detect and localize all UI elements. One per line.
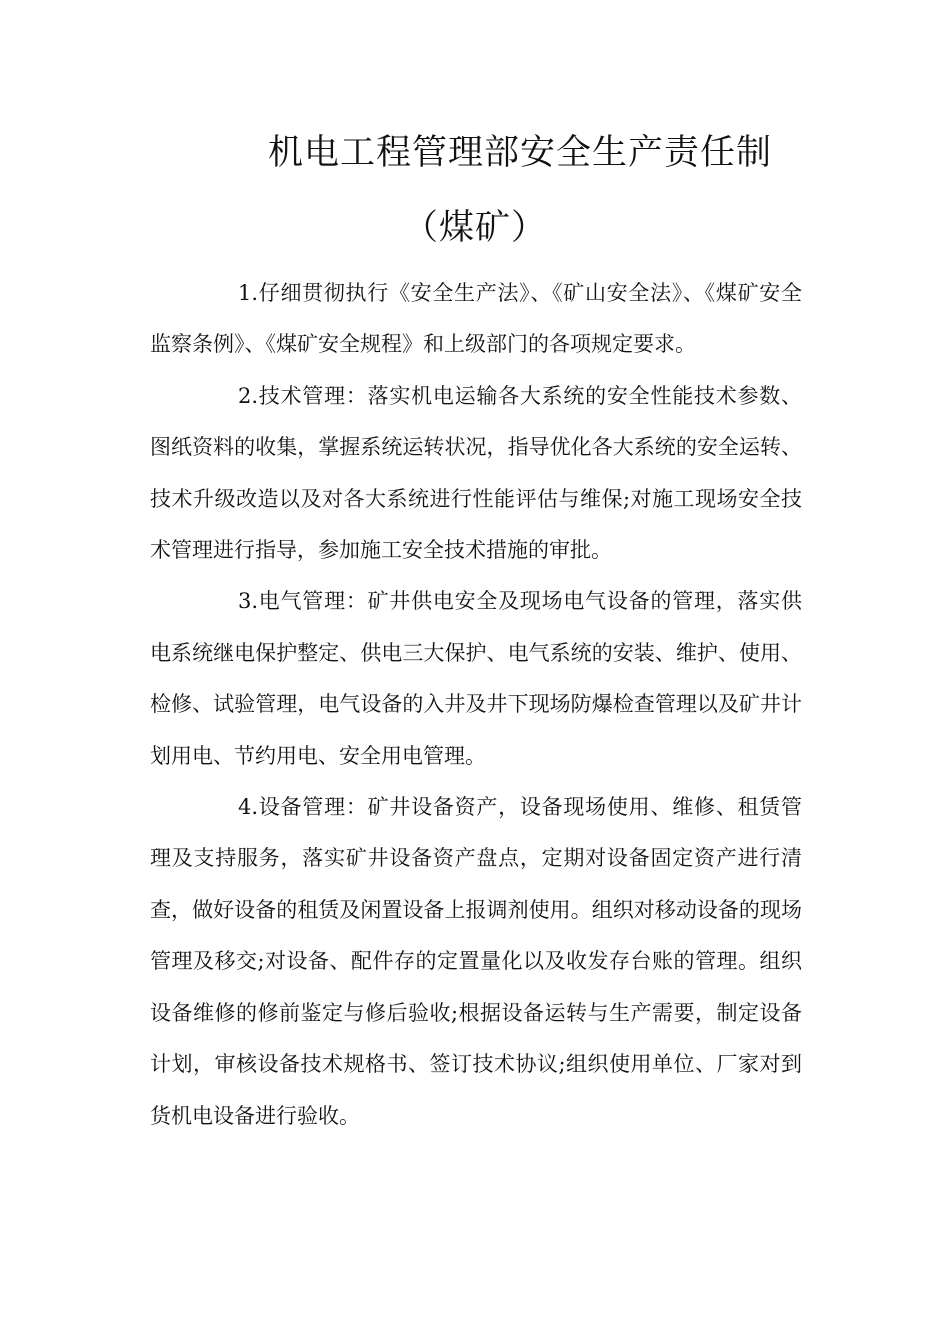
paragraph-3: 3.电气管理：矿井供电安全及现场电气设备的管理，落实供电系统继电保护整定、供电三大保护、电气系统的安装、维护、使用、检修、试验管理，电气设备的入井及井下现场防爆检查管理以及矿井计划用电、节约用电、安全用电管理。 [150,589,802,768]
document-body [150,268,802,1142]
document-title: 机电工程管理部安全生产责任制（煤矿） [267,133,772,248]
paragraph-2: 2.技术管理：落实机电运输各大系统的安全性能技术参数、图纸资料的收集，掌握系统运转状况，指导优化各大系统的安全运转、技术升级改造以及对各大系统进行性能评估与维保;对施工现场安全技术管理进行指导，参加施工安全技术措施的审批。 [150,383,802,563]
paragraph-4: 4.设备管理：矿井设备资产，设备现场使用、维修、租赁管理及支持服务，落实矿井设备资产盘点，定期对设备固定资产进行清查，做好设备的租赁及闲置设备上报调剂使用。组织对移动设备的现场管理及移交;对设备、配件存的定置量化以及收发存台账的管理。组织设备维修的修前鉴定与修后验收;根据设备运转与生产需要，制定设备计划，审核设备技术规格书、签订技术协议;组织使用单位、厂家对到货机电设备进行验收。 [150,795,802,1128]
paragraph-1: 1.仔细贯彻执行《安全生产法》、《矿山安全法》、《煤矿安全监察条例》、《煤矿安全规程》和上级部门的各项规定要求。 [150,281,802,357]
